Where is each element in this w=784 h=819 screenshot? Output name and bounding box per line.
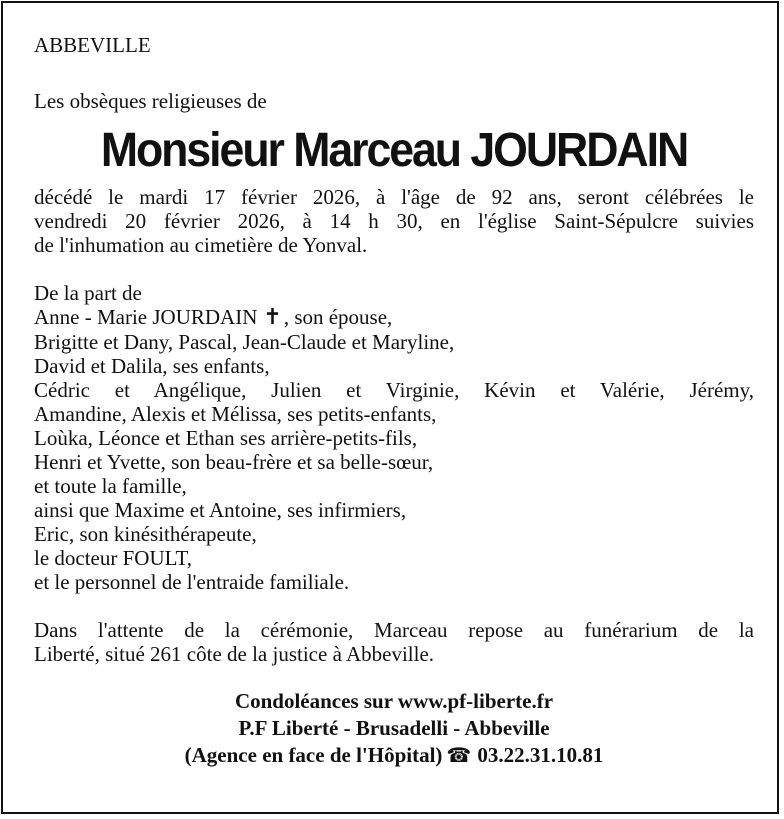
spouse-role: , son épouse, (283, 305, 393, 329)
agency-line (34, 742, 754, 769)
latin-cross-icon: ✝ (263, 305, 282, 330)
spacer (34, 257, 754, 281)
spouse-line (34, 305, 754, 330)
announcement-paragraph (34, 185, 754, 257)
family-intro: De la part de (34, 281, 142, 305)
notice-content (34, 33, 754, 769)
announcement-line: décédé le mardi 17 février 2026, à l'âge de 92 ans, seront célébrées le (34, 185, 754, 209)
family-line: Henri et Yvette, son beau-frère et sa belle-sœur, (34, 450, 434, 474)
rest-paragraph (34, 618, 754, 666)
intro-text: Les obsèques religieuses de (34, 89, 267, 113)
spacer (34, 57, 754, 89)
city-heading: ABBEVILLE (34, 33, 151, 57)
announcement-line: de l'inhumation au cimetière de Yonval. (34, 233, 368, 257)
funeral-home-footer (34, 688, 754, 769)
obituary-notice (1, 1, 779, 814)
rest-line: Liberté, situé 261 côte de la justice à Abbeville. (34, 642, 435, 666)
family-line: Cédric et Angélique, Julien et Virginie, Kévin et Valérie, Jérémy, (34, 378, 754, 402)
family-line: Loùka, Léonce et Ethan ses arrière-petits-fils, (34, 426, 418, 450)
agency-text: (Agence en face de l'Hôpital) (184, 743, 443, 767)
condolences-line: Condoléances sur www.pf-liberte.fr (234, 689, 554, 713)
family-line: David et Dalila, ses enfants, (34, 354, 270, 378)
family-paragraph (34, 281, 754, 594)
family-line: le docteur FOULT, (34, 546, 193, 570)
spouse-name: Anne - Marie JOURDAIN (34, 305, 258, 329)
family-line: Eric, son kinésithérapeute, (34, 522, 257, 546)
family-line: Brigitte et Dany, Pascal, Jean-Claude et Maryline, (34, 330, 455, 354)
family-line: ainsi que Maxime et Antoine, ses infirmiers, (34, 498, 407, 522)
deceased-name: Monsieur Marceau JOURDAIN (100, 124, 688, 177)
telephone-icon: ☎ (446, 743, 472, 767)
company-line: P.F Liberté - Brusadelli - Abbeville (238, 716, 550, 740)
spacer (34, 594, 754, 618)
family-line: Amandine, Alexis et Mélissa, ses petits-enfants, (34, 402, 437, 426)
family-line: et le personnel de l'entraide familiale. (34, 570, 350, 594)
rest-line: Dans l'attente de la cérémonie, Marceau repose au funérarium de la (34, 618, 754, 642)
phone-number: 03.22.31.10.81 (477, 743, 604, 767)
announcement-line: vendredi 20 février 2026, à 14 h 30, en l'église Saint-Sépulcre suivies (34, 209, 754, 233)
family-line: et toute la famille, (34, 474, 187, 498)
